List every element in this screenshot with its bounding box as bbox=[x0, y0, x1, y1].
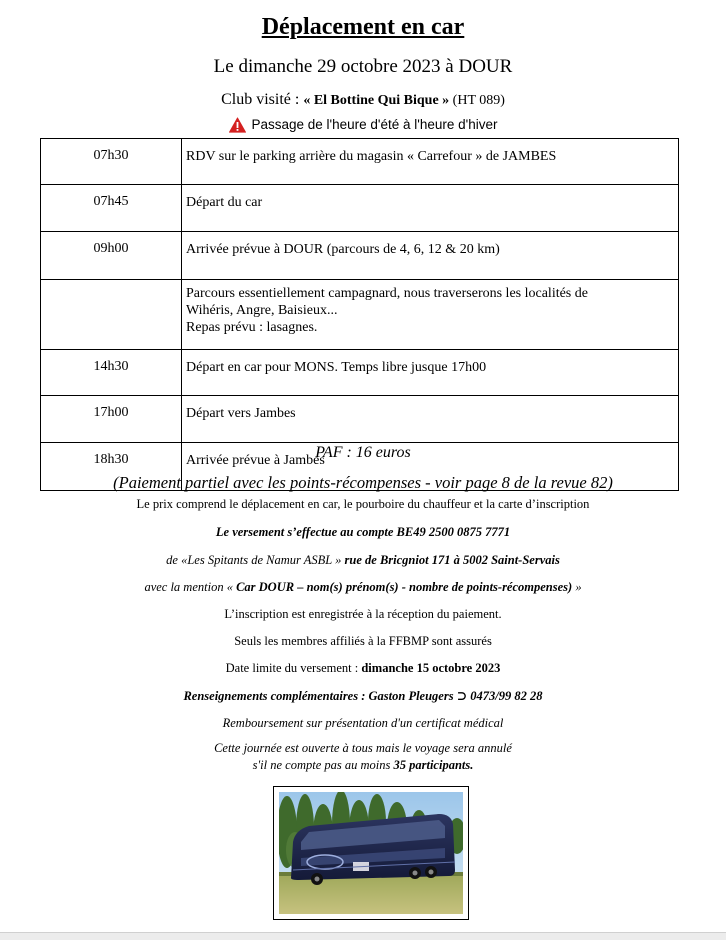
schedule-description: Départ en car pour MONS. Temps libre jusque 17h00 bbox=[182, 350, 679, 396]
club-name: « El Bottine Qui Bique » bbox=[303, 93, 450, 108]
cancellation-note-line2: s'il ne compte pas au moins 35 participants. bbox=[252, 758, 474, 772]
visited-club bbox=[0, 91, 726, 109]
schedule-time: 07h30 bbox=[41, 139, 182, 185]
table-row bbox=[41, 280, 679, 350]
schedule-description: Arrivée prévue à DOUR (parcours de 4, 6, 12 & 20 km) bbox=[182, 232, 679, 280]
schedule-time: 07h45 bbox=[41, 185, 182, 232]
table-row bbox=[41, 232, 679, 280]
partial-payment-note: (Paiement partiel avec les points-récompenses - voir page 8 de la revue 82) bbox=[113, 473, 613, 492]
bus-image bbox=[279, 792, 463, 914]
beneficiary: de «Les Spitants de Namur ASBL » rue de Bricgniot 171 à 5002 Saint-Servais bbox=[166, 553, 560, 567]
schedule-time: 14h30 bbox=[41, 350, 182, 396]
warning-icon bbox=[229, 117, 246, 133]
schedule-time: 17h00 bbox=[41, 396, 182, 443]
price: PAF : 16 euros bbox=[315, 444, 411, 461]
club-label: Club visité : bbox=[221, 91, 304, 108]
refund-note: Remboursement sur présentation d'un certificat médical bbox=[222, 716, 504, 730]
schedule-description: Arrivée prévue à Jambes bbox=[182, 443, 679, 491]
bus-photo bbox=[273, 786, 469, 920]
table-row bbox=[41, 396, 679, 443]
registration-note: L’inscription est enregistrée à la réception du paiement. bbox=[224, 607, 502, 621]
table-row bbox=[41, 185, 679, 232]
schedule-description: Parcours essentiellement campagnard, nous traverserons les localités de Wihéris, Angre, Baisieux... Repas prévu : lasagnes. bbox=[182, 280, 679, 350]
insurance-note: Seuls les membres affiliés à la FFBMP sont assurés bbox=[234, 634, 492, 648]
time-change-warning bbox=[0, 117, 726, 133]
payment-deadline: Date limite du versement : dimanche 15 octobre 2023 bbox=[225, 661, 501, 675]
club-code: (HT 089) bbox=[449, 93, 505, 108]
table-row bbox=[41, 139, 679, 185]
warning-text: Passage de l'heure d'été à l'heure d'hiver bbox=[251, 117, 498, 132]
schedule-time bbox=[41, 280, 182, 350]
schedule-time: 18h30 bbox=[41, 443, 182, 491]
bank-account: Le versement s’effectue au compte BE49 2500 0875 7771 bbox=[215, 525, 511, 539]
schedule-description: RDV sur le parking arrière du magasin « Carrefour » de JAMBES bbox=[182, 139, 679, 185]
schedule-description: Départ vers Jambes bbox=[182, 396, 679, 443]
cancellation-note-line1: Cette journée est ouverte à tous mais le voyage sera annulé bbox=[214, 741, 512, 755]
event-date: Le dimanche 29 octobre 2023 à DOUR bbox=[213, 56, 513, 77]
schedule-time: 09h00 bbox=[41, 232, 182, 280]
contact-info: Renseignements complémentaires : Gaston Pleugers ⊃ 0473/99 82 28 bbox=[183, 689, 543, 703]
table-row bbox=[41, 350, 679, 396]
schedule-description: Départ du car bbox=[182, 185, 679, 232]
page-title: Déplacement en car bbox=[261, 14, 465, 40]
schedule-table bbox=[40, 138, 679, 491]
payment-reference: avec la mention « Car DOUR – nom(s) prénom(s) - nombre de points-récompenses) » bbox=[144, 580, 582, 594]
price-includes: Le prix comprend le déplacement en car, le pourboire du chauffeur et la carte d’inscription bbox=[136, 497, 590, 511]
